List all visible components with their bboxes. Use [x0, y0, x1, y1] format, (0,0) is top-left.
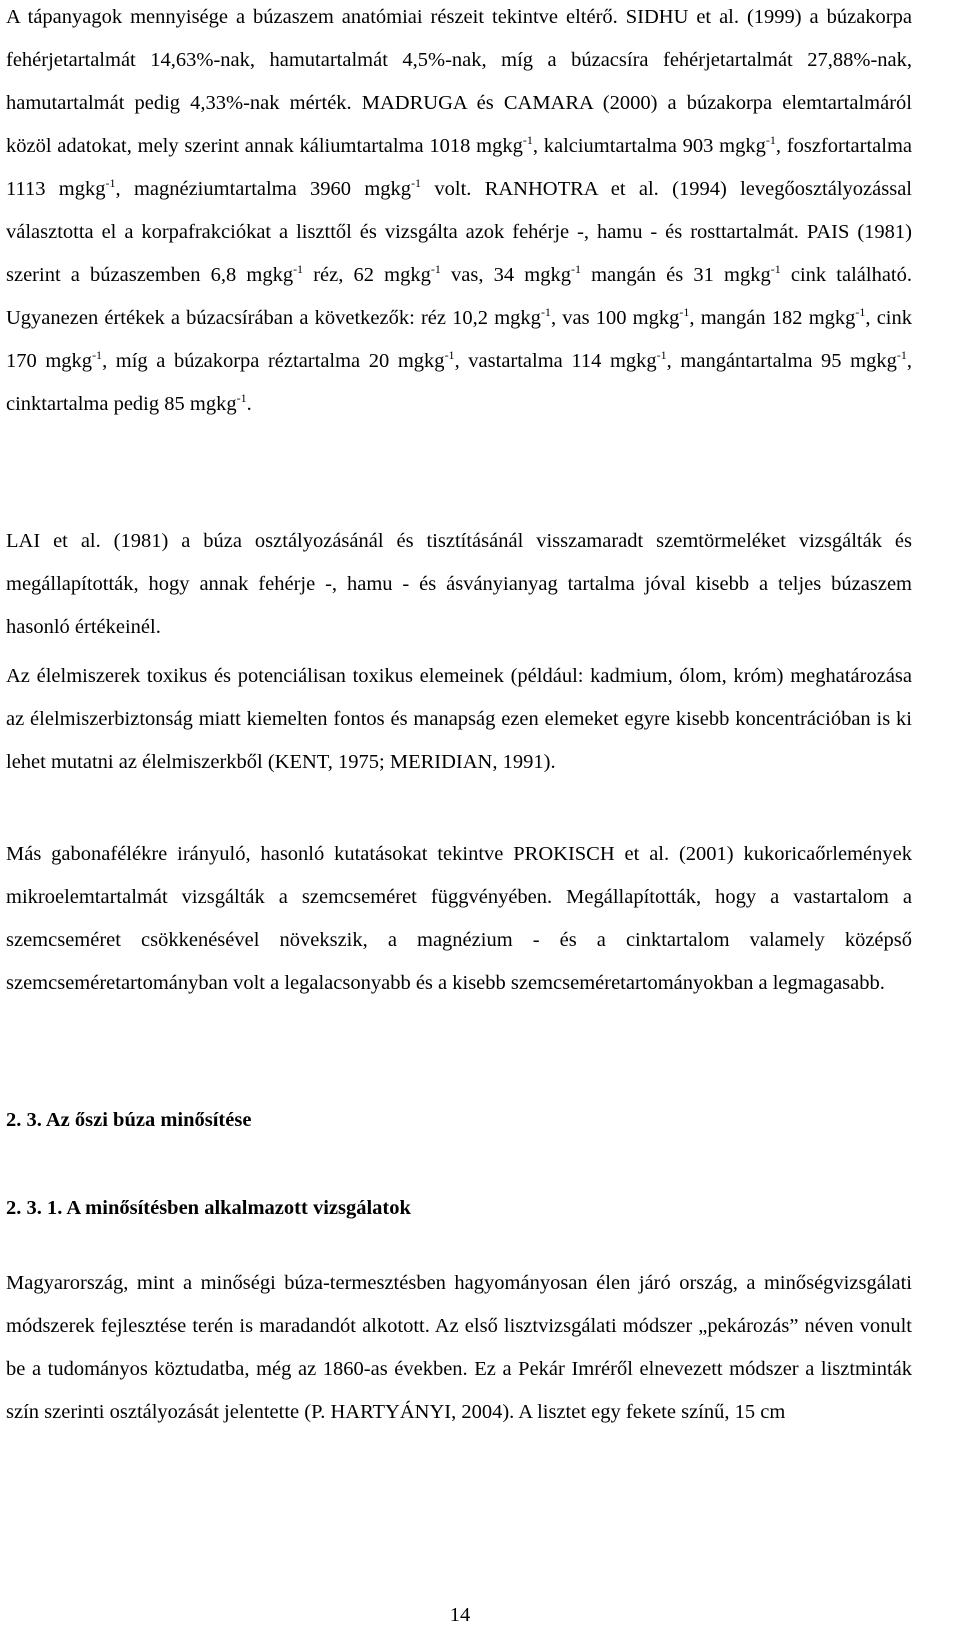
text-run: , mangán 182 mgkg	[689, 307, 856, 329]
text-run: , míg a búzakorpa réztartalma 20 mgkg	[102, 350, 445, 372]
superscript: -1	[444, 348, 455, 363]
superscript: -1	[411, 176, 422, 191]
superscript: -1	[430, 262, 441, 277]
paragraph-prokisch: Más gabonafélékre irányuló, hasonló kutatásokat tekintve PROKISCH et al. (2001) kukoricaőrlemények mikroelemtartalmát vizsgálták a szemcseméret függvényében. Megállapították, hogy a vastartalom a szemcseméret csökkenésével növekszik, a magnézium - és a cinktartalom valamely középső szemcseméretartományban volt a legalacsonyabb és a kisebb szemcseméretartományokban a legmagasabb.	[6, 843, 912, 994]
text-run: , kalciumtartalma 903 mgkg	[532, 135, 766, 157]
paragraph-nutrient-content	[6, 0, 912, 426]
text-run: , cinktartalma pedig 85 mgkg	[6, 350, 912, 415]
text-run: , cink 170 mgkg	[6, 307, 913, 372]
text-run: cink található. Ugyanezen értékek a búzacsírában a következők: réz 10,2 mgkg	[6, 264, 912, 329]
paragraph-lai: LAI et al. (1981) a búza osztályozásánál és tisztításánál visszamaradt szemtörmeléket vizsgálták és megállapították, hogy annak fehérje -, hamu - és ásványianyag tartalma jóval kisebb a teljes búzaszem hasonló értékeinél.	[6, 530, 912, 638]
superscript: -1	[540, 305, 551, 320]
text-run: , vastartalma 114 mgkg	[454, 350, 657, 372]
superscript: -1	[770, 262, 781, 277]
text-run: volt. RANHOTRA et al. (1994) levegőosztályozással választotta el a korpafrakciókat a liszttől és vizsgálta azok fehérje -, hamu - és rosttartalmát. PAIS (1981) szerint a búzaszemben 6,8 mgkg	[6, 178, 912, 286]
superscript: -1	[765, 133, 776, 148]
superscript: -1	[896, 348, 907, 363]
superscript: -1	[105, 176, 116, 191]
superscript: -1	[656, 348, 667, 363]
section-heading: 2. 3. Az őszi búza minősítése	[6, 1109, 252, 1131]
text-run: , magnéziumtartalma 3960 mgkg	[115, 178, 412, 200]
superscript: -1	[92, 348, 103, 363]
superscript: -1	[522, 133, 533, 148]
text-run: , foszfortartalma 1113 mgkg	[6, 135, 912, 200]
text-run: mangán és 31 mgkg	[580, 264, 771, 286]
text-run: A tápanyagok mennyisége a búzaszem anatómiai részeit tekintve eltérő. SIDHU et al. (1999) a búzakorpa fehérjetartalmát 14,63%-nak, hamutartalmát 4,5%-nak, míg a búzacsíra fehérjetartalmát 27,88%-nak, hamutartalmát pedig 4,33%-nak mérték. MADRUGA és CAMARA (2000) a búzakorpa elemtartalmáról közöl adatokat, mely szerint annak káliumtartalma 1018 mgkg	[6, 6, 912, 157]
superscript: -1	[236, 391, 247, 406]
page-number: 14	[449, 1604, 471, 1626]
text-run: vas, 34 mgkg	[440, 264, 571, 286]
text-run: , mangántartalma 95 mgkg	[666, 350, 897, 372]
subsection-heading: 2. 3. 1. A minősítésben alkalmazott vizsgálatok	[6, 1197, 411, 1219]
superscript: -1	[293, 262, 304, 277]
paragraph-hungary-quality: Magyarország, mint a minőségi búza-termesztésben hagyományosan élen járó ország, a minőségvizsgálati módszerek fejlesztése terén is maradandót alkotott. Az első lisztvizsgálati módszer „pekározás” néven vonult be a tudományos köztudatba, még az 1860-as években. Ez a Pekár Imréről elnevezett módszer a lisztminták szín szerinti osztályozását jelentette (P. HARTYÁNYI, 2004). A lisztet egy fekete színű, 15 cm	[6, 1272, 912, 1423]
paragraph-toxic-elements: Az élelmiszerek toxikus és potenciálisan toxikus elemeinek (például: kadmium, ólom, króm) meghatározása az élelmiszerbiztonság miatt kiemelten fontos és manapság ezen elemeket egyre kisebb koncentrációban is ki lehet mutatni az élelmiszerkből (KENT, 1975; MERIDIAN, 1991).	[6, 665, 912, 773]
text-run: .	[246, 393, 252, 415]
superscript: -1	[679, 305, 690, 320]
text-run: , vas 100 mgkg	[550, 307, 680, 329]
superscript: -1	[855, 305, 866, 320]
superscript: -1	[570, 262, 581, 277]
text-run: réz, 62 mgkg	[303, 264, 431, 286]
